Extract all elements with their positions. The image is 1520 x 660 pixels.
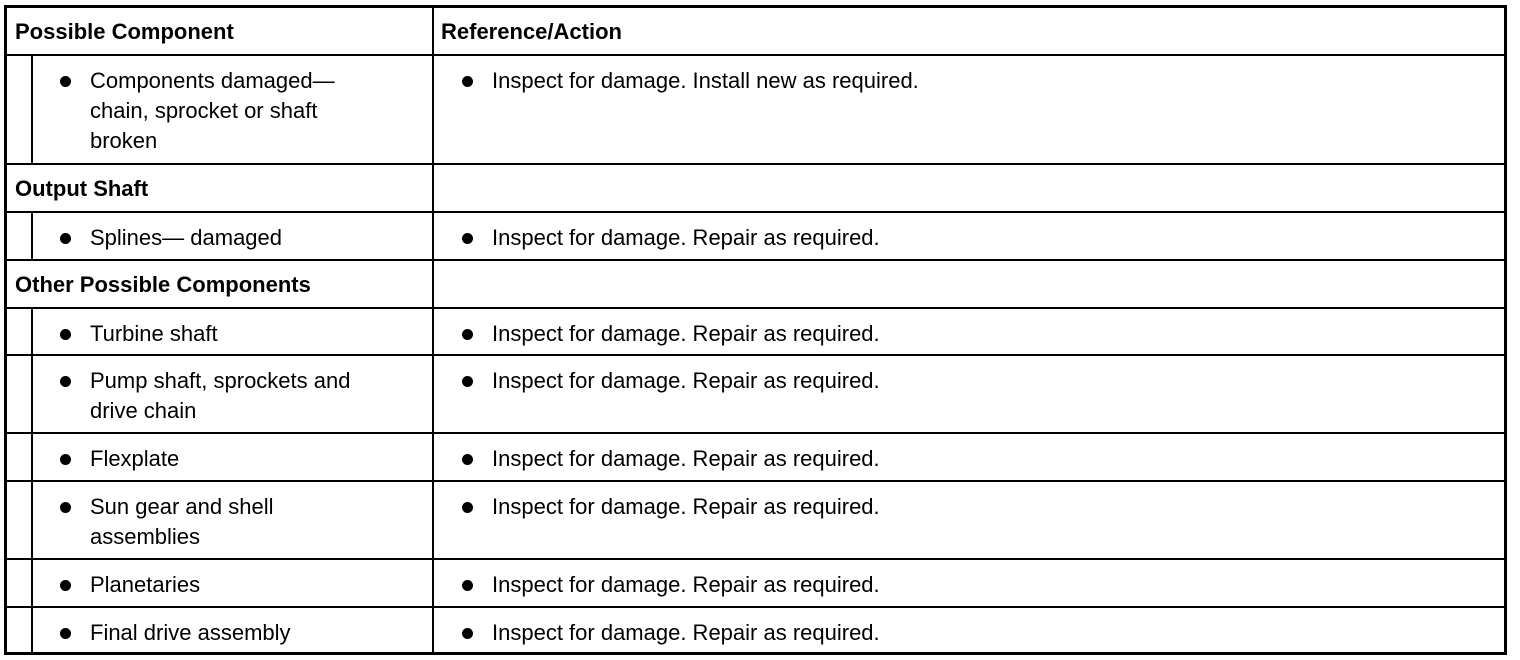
table-row	[7, 56, 1504, 165]
bullet-icon	[60, 502, 71, 513]
column-divider	[432, 356, 434, 432]
bullet-icon	[60, 329, 71, 340]
column-divider	[432, 213, 434, 259]
action-cell: Inspect for damage. Repair as required.	[492, 446, 880, 471]
header-possible-component: Possible Component	[15, 19, 234, 44]
bullet-icon	[60, 580, 71, 591]
bullet-icon	[462, 580, 473, 591]
column-divider	[432, 309, 434, 354]
component-cell: Pump shaft, sprockets and drive chain	[90, 368, 351, 423]
section-title-output-shaft: Output Shaft	[15, 176, 149, 201]
component-cell: Final drive assembly	[90, 620, 291, 645]
action-cell: Inspect for damage. Repair as required.	[492, 494, 880, 519]
bullet-icon	[462, 502, 473, 513]
bullet-icon	[60, 76, 71, 87]
indent-divider	[31, 434, 33, 480]
table-row	[7, 309, 1504, 356]
indent-divider	[31, 213, 33, 259]
indent-divider	[31, 56, 33, 163]
column-divider	[432, 56, 434, 163]
table-row	[7, 482, 1504, 560]
table-row	[7, 560, 1504, 608]
action-cell: Inspect for damage. Repair as required.	[492, 620, 880, 645]
indent-divider	[31, 560, 33, 606]
column-divider	[432, 560, 434, 606]
section-title-other-components: Other Possible Components	[15, 272, 311, 297]
column-divider	[432, 434, 434, 480]
action-cell: Inspect for damage. Repair as required.	[492, 321, 880, 346]
component-cell: Components damaged— chain, sprocket or shaft broken	[90, 68, 335, 153]
bullet-icon	[462, 376, 473, 387]
indent-divider	[31, 309, 33, 354]
table-header-row	[7, 8, 1504, 56]
component-cell: Flexplate	[90, 446, 180, 471]
bullet-icon	[462, 454, 473, 465]
table-row	[7, 356, 1504, 434]
column-divider	[432, 608, 434, 652]
component-cell: Splines— damaged	[90, 225, 283, 250]
column-divider	[432, 165, 434, 211]
column-divider	[432, 261, 434, 307]
table-row	[7, 213, 1504, 261]
action-cell: Inspect for damage. Repair as required.	[492, 572, 880, 597]
bullet-icon	[60, 376, 71, 387]
column-divider	[432, 8, 434, 54]
section-row	[7, 261, 1504, 309]
table-row	[7, 608, 1504, 652]
bullet-icon	[462, 329, 473, 340]
bullet-icon	[462, 233, 473, 244]
bullet-icon	[60, 454, 71, 465]
bullet-icon	[60, 233, 71, 244]
table-row	[7, 434, 1504, 482]
bullet-icon	[60, 628, 71, 639]
indent-divider	[31, 482, 33, 558]
section-row	[7, 165, 1504, 213]
component-cell: Turbine shaft	[90, 321, 218, 346]
action-cell: Inspect for damage. Repair as required.	[492, 368, 880, 393]
action-cell: Inspect for damage. Install new as required.	[492, 68, 919, 93]
component-cell: Planetaries	[90, 572, 201, 597]
header-reference-action: Reference/Action	[441, 19, 622, 44]
bullet-icon	[462, 76, 473, 87]
action-cell: Inspect for damage. Repair as required.	[492, 225, 880, 250]
bullet-icon	[462, 628, 473, 639]
indent-divider	[31, 608, 33, 652]
diagnostic-table	[4, 5, 1507, 655]
column-divider	[432, 482, 434, 558]
component-cell: Sun gear and shell assemblies	[90, 494, 274, 549]
indent-divider	[31, 356, 33, 432]
